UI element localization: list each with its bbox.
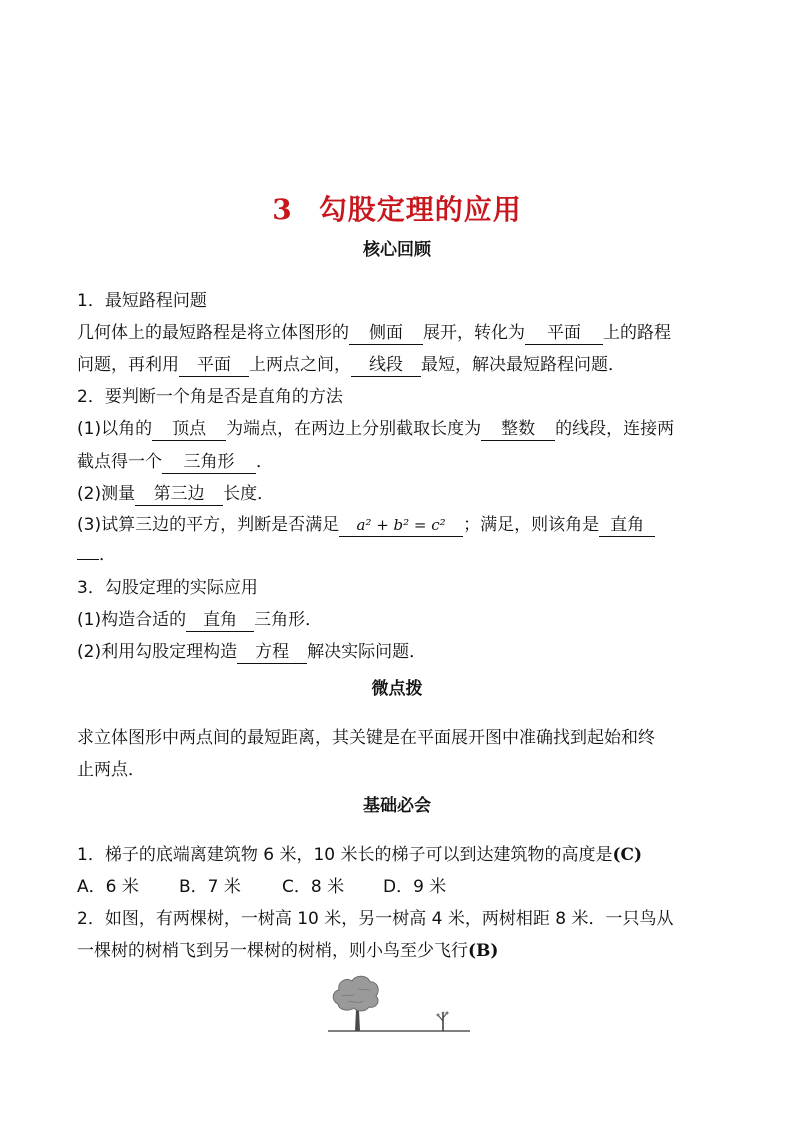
review-q2-line3: (2)测量 第三边 长度． <box>77 484 275 504</box>
option-b: B．7 米 <box>179 877 241 897</box>
option-c: C．8 米 <box>282 877 345 897</box>
blank-answer: 平面 <box>179 355 249 377</box>
blank-continuation <box>77 559 99 560</box>
blank-answer: 第三边 <box>135 484 223 506</box>
problem-2-line2: 一棵树的树梢飞到另一棵树的树梢，则小鸟至少飞行(B) <box>77 941 499 961</box>
blank-answer: 侧面 <box>349 323 423 345</box>
review-q3-line2: (2)利用勾股定理构造 方程 解决实际问题． <box>77 642 427 662</box>
tip-line1: 求立体图形中两点间的最短距离，其关键是在平面展开图中准确找到起始和终 <box>77 728 655 748</box>
blank-answer: 直角 <box>599 515 655 537</box>
section-heading-review: 核心回顾 <box>363 240 431 260</box>
review-q2-line4: (3)试算三边的平方，判断是否满足 a² + b² = c² ；满足，则该角是 直角 <box>77 513 655 537</box>
two-trees-figure <box>326 974 472 1036</box>
title-number: 3 <box>272 193 293 226</box>
option-a: A．6 米 <box>77 877 139 897</box>
review-q2-line1: (1)以角的 顶点 为端点，在两边上分别截取长度为 整数 的线段，连接两 <box>77 419 675 439</box>
review-q2-line2: 截点得一个 三角形 ． <box>77 452 273 472</box>
blank-answer: 方程 <box>237 642 307 664</box>
blank-formula: a² + b² = c² <box>339 515 463 537</box>
review-q2-head: 2．要判断一个角是否是直角的方法 <box>77 387 343 407</box>
section-heading-tip: 微点拨 <box>371 679 423 699</box>
problem-1-options <box>77 875 446 899</box>
blank-answer: 三角形 <box>162 452 256 474</box>
review-q1-head: 1．最短路程问题 <box>77 291 207 311</box>
review-q3-head: 3．勾股定理的实际应用 <box>77 578 258 598</box>
blank-answer: 顶点 <box>152 419 226 441</box>
problem-2-answer: (B) <box>468 941 499 961</box>
problem-2-line1: 2．如图，有两棵树，一树高 10 米，另一树高 4 米，两树相距 8 米．一只鸟从 <box>77 909 674 929</box>
page-title <box>0 188 794 228</box>
blank-answer: 平面 <box>525 323 603 345</box>
title-text: 勾股定理的应用 <box>318 193 522 226</box>
blank-answer: 整数 <box>481 419 555 441</box>
section-heading-basics: 基础必会 <box>363 796 431 816</box>
review-q1-line1: 几何体上的最短路程是将立体图形的 侧面 展开，转化为 平面 上的路程 <box>77 323 671 343</box>
short-tree-icon <box>437 1012 449 1032</box>
review-q3-line1: (1)构造合适的 直角 三角形． <box>77 610 323 630</box>
blank-answer: 线段 <box>351 355 421 377</box>
blank-answer: 直角 <box>186 610 254 632</box>
problem-1-answer: (C) <box>612 845 643 865</box>
option-d: D．9 米 <box>383 877 447 897</box>
tall-tree-icon <box>333 976 378 1031</box>
tip-line2: 止两点． <box>77 760 145 780</box>
problem-1: 1．梯子的底端离建筑物 6 米，10 米长的梯子可以到达建筑物的高度是(C) <box>77 845 643 865</box>
review-q1-line2: 问题，再利用 平面 上两点之间， 线段 最短，解决最短路程问题． <box>77 355 625 375</box>
review-q2-line5: ． <box>77 543 116 567</box>
